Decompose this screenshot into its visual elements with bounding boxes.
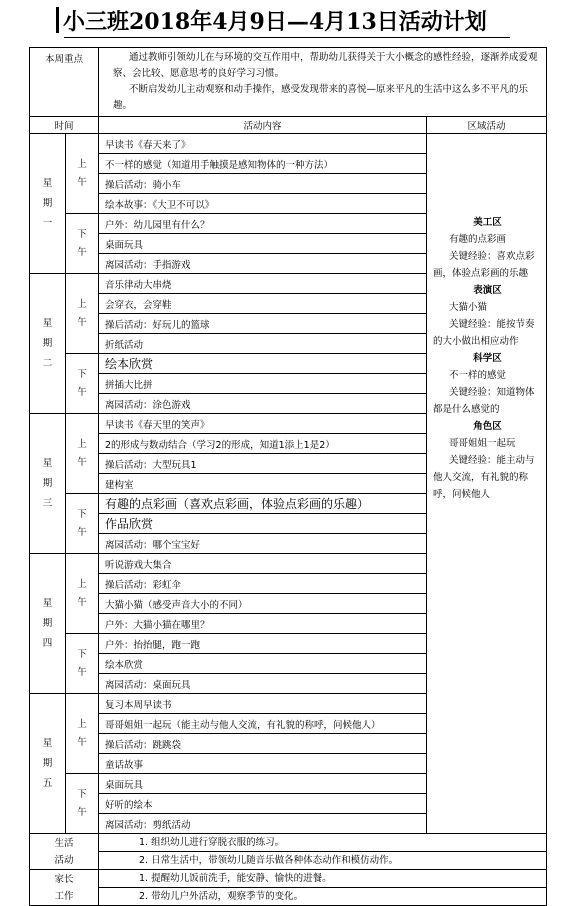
- activity-item: 绘本欣赏: [99, 354, 427, 374]
- activity-item: 折纸活动: [99, 334, 427, 354]
- area-name: 科学区: [473, 353, 502, 364]
- activity-item: 离园活动：手指游戏: [99, 254, 427, 274]
- parents-item: 1. 提醒幼儿饭前洗手，能安静、愉快的进餐。: [99, 870, 547, 888]
- area-column: [427, 134, 547, 834]
- area-line: 大猫小猫: [449, 302, 488, 313]
- plan-table-body: [30, 48, 547, 906]
- life-label-line1: 生活: [54, 837, 74, 849]
- activity-item: 童话故事: [99, 754, 427, 774]
- life-item: 1. 组织幼儿进行穿脱衣服的练习。: [99, 834, 547, 852]
- period-pm: 下 午: [66, 354, 99, 414]
- area-line: 关键经验：知道物体都是什么感觉的: [433, 387, 535, 415]
- area-name: 角色区: [473, 421, 502, 432]
- focus-text: [99, 48, 547, 117]
- plan-table: [29, 47, 547, 906]
- header-content: 活动内容: [99, 117, 427, 134]
- life-label: [30, 834, 99, 870]
- day-label: 星 期 三: [30, 414, 66, 554]
- header-row: [30, 117, 547, 134]
- period-pm: 下 午: [66, 494, 99, 554]
- life-row: [30, 852, 547, 870]
- period-am: 上 午: [66, 414, 99, 494]
- period-am: 上 午: [66, 274, 99, 354]
- focus-paragraph: 通过教师引领幼儿在与环境的交互作用中，帮助幼儿获得关于大小概念的感性经验，逐渐养成爱观察、会比较、愿意思考的良好学习习惯。: [113, 52, 538, 79]
- activity-item: 2的形成与数动结合（学习2的形成，知道1添上1是2）: [99, 434, 427, 454]
- parents-row: [30, 870, 547, 888]
- period-pm: 下 午: [66, 214, 99, 274]
- area-line: 关键经验：喜欢点彩画，体验点彩画的乐趣: [433, 251, 535, 279]
- activity-item: 操后活动：好玩儿的篮球: [99, 314, 427, 334]
- area-name: 美工区: [473, 217, 502, 228]
- focus-paragraph: 不断启发幼儿主动观察和动手操作，感受发现带来的喜悦—原来平凡的生活中这么多不平凡的乐趣。: [113, 84, 529, 111]
- area-name: 表演区: [473, 285, 502, 296]
- header-time: 时间: [30, 117, 99, 134]
- life-item: 2. 日常生活中，带领幼儿随音乐做各种体态动作和模仿动作。: [99, 852, 547, 870]
- activity-item: 操后活动：跳跳袋: [99, 734, 427, 754]
- cursor-bar: [56, 7, 59, 33]
- parents-row: [30, 888, 547, 906]
- day-label: 星 期 五: [30, 694, 66, 834]
- activity-row: [30, 134, 547, 154]
- activity-item: 操后活动：大型玩具1: [99, 454, 427, 474]
- area-line: 不一样的感觉: [449, 370, 507, 381]
- parents-label-line1: 家长: [54, 873, 74, 885]
- area-line: 关键经验：能按节奏的大小做出相应动作: [433, 319, 535, 347]
- area-line: 哥哥姐姐一起玩: [449, 438, 516, 449]
- activity-item: 户外：幼儿园里有什么？: [99, 214, 427, 234]
- parents-item: 2. 带幼儿户外活动，观察季节的变化。: [99, 888, 547, 906]
- day-label: 星 期 二: [30, 274, 66, 414]
- activity-item: 绘本欣赏: [99, 654, 427, 674]
- activity-item: 早读书《春天来了》: [99, 134, 427, 154]
- activity-item: 好听的绘本: [99, 794, 427, 814]
- day-label: 星 期 四: [30, 554, 66, 694]
- header-area: 区域活动: [427, 117, 547, 134]
- activity-item: 复习本周早读书: [99, 694, 427, 714]
- page-title: [56, 7, 536, 37]
- activity-item: 建构室: [99, 474, 427, 494]
- title-underline: [64, 37, 510, 38]
- parents-label-line2: 工作: [54, 890, 74, 902]
- activity-item: 绘本故事：《大卫不可以》: [99, 194, 427, 214]
- period-am: 上 午: [66, 554, 99, 634]
- focus-label: 本周重点: [30, 48, 99, 117]
- activity-item: 操后活动：骑小车: [99, 174, 427, 194]
- activity-item: 操后活动：彩虹伞: [99, 574, 427, 594]
- activity-item: 哥哥姐姐一起玩（能主动与他人交流，有礼貌的称呼，问候他人）: [99, 714, 427, 734]
- life-label-line2: 活动: [54, 854, 74, 866]
- parents-label: [30, 870, 99, 906]
- activity-item: 户外：抬抬腿，跑一跑: [99, 634, 427, 654]
- area-spacer: [433, 134, 542, 214]
- focus-row: [30, 48, 547, 117]
- activity-item: 离园活动：剪纸活动: [99, 814, 427, 834]
- area-line: 有趣的点彩画: [449, 234, 507, 245]
- activity-item: 音乐律动大串烧: [99, 274, 427, 294]
- activity-item: 离园活动：桌面玩具: [99, 674, 427, 694]
- activity-item: 桌面玩具: [99, 774, 427, 794]
- activity-item: 作品欣赏: [99, 514, 427, 534]
- period-am: 上 午: [66, 694, 99, 774]
- activity-item: 不一样的感觉（知道用手触摸是感知物体的一种方法）: [99, 154, 427, 174]
- activity-item: 离园活动：哪个宝宝好: [99, 534, 427, 554]
- activity-item: 桌面玩具: [99, 234, 427, 254]
- period-am: 上 午: [66, 134, 99, 214]
- period-pm: 下 午: [66, 634, 99, 694]
- activity-item: 早读书《春天里的笑声》: [99, 414, 427, 434]
- activity-item: 户外：大猫小猫在哪里？: [99, 614, 427, 634]
- activity-item: 大猫小猫（感受声音大小的不同）: [99, 594, 427, 614]
- period-pm: 下 午: [66, 774, 99, 834]
- day-label: 星 期 一: [30, 134, 66, 274]
- activity-item: 有趣的点彩画（喜欢点彩画，体验点彩画的乐趣）: [99, 494, 427, 514]
- area-line: 关键经验：能主动与他人交流，有礼貌的称呼，问候他人: [433, 455, 535, 500]
- activity-item: 听说游戏大集合: [99, 554, 427, 574]
- activity-item: 离园活动：涂色游戏: [99, 394, 427, 414]
- activity-item: 会穿衣，会穿鞋: [99, 294, 427, 314]
- title-text: 小三班2018年4月9日—4月13日活动计划: [63, 9, 487, 35]
- activity-item: 拼插大比拼: [99, 374, 427, 394]
